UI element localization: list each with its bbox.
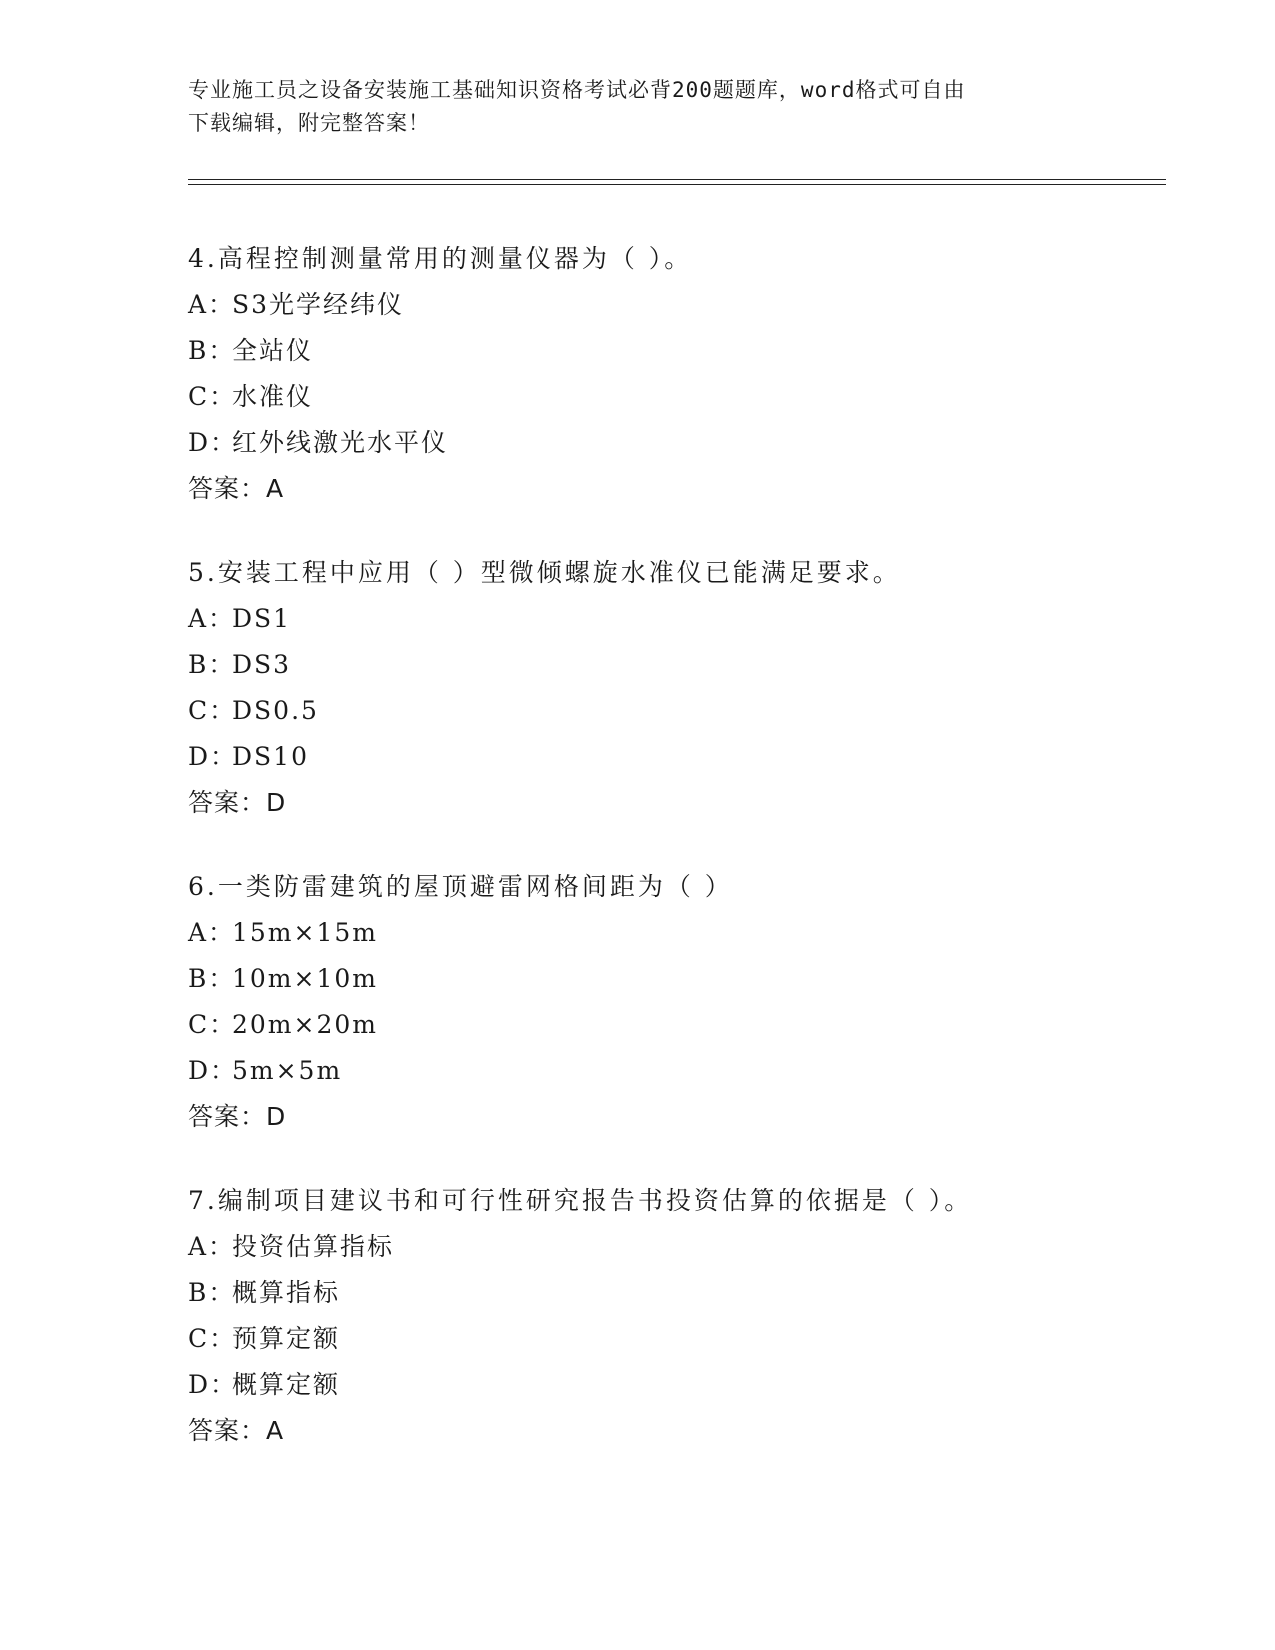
option-text: 概算指标 [232,1278,341,1307]
option-key: C： [188,1324,237,1353]
answer-line: 答案：A [188,1416,285,1445]
option-text: 5m×5m [232,1056,343,1085]
option-text: DS10 [232,742,309,771]
option-text: 10m×10m [232,964,378,993]
question-5 [188,550,1168,826]
option-b [188,1270,1168,1316]
option-a [188,1224,1168,1270]
option-text: 水准仪 [232,382,314,411]
option-d [188,1048,1168,1094]
option-key: C： [188,696,237,725]
header-divider-bottom [188,184,1166,185]
option-key: D： [188,742,238,771]
option-b [188,642,1168,688]
option-key: D： [188,428,238,457]
header-title-line-2: 下载编辑，附完整答案！ [188,111,430,135]
option-a [188,910,1168,956]
option-key: C： [188,1010,237,1039]
question-6 [188,864,1168,1140]
option-d [188,734,1168,780]
option-key: A： [188,604,236,633]
header-title-line-1: 专业施工员之设备安装施工基础知识资格考试必背200题题库，word格式可自由 [188,78,966,102]
header-divider-top [188,179,1166,180]
option-b [188,328,1168,374]
option-key: D： [188,1056,238,1085]
option-text: 20m×20m [232,1010,378,1039]
question-list [188,236,1168,1492]
option-key: B： [188,336,236,365]
option-c [188,1316,1168,1362]
option-key: B： [188,650,236,679]
option-text: 15m×15m [232,918,378,947]
option-key: B： [188,964,236,993]
option-text: S3光学经纬仪 [232,290,405,319]
option-c [188,688,1168,734]
document-header [188,74,1088,140]
question-stem: 4.高程控制测量常用的测量仪器为（ ）。 [188,244,693,273]
answer-line: 答案：A [188,474,285,503]
question-stem: 7.编制项目建议书和可行性研究报告书投资估算的依据是（ ）。 [188,1186,973,1215]
option-text: 预算定额 [232,1324,341,1353]
question-7 [188,1178,1168,1454]
option-a [188,596,1168,642]
answer-line: 答案：D [188,788,287,817]
option-key: C： [188,382,237,411]
option-key: A： [188,1232,236,1261]
option-text: DS0.5 [232,696,319,725]
question-4 [188,236,1168,512]
option-d [188,420,1168,466]
option-a [188,282,1168,328]
question-stem: 5.安装工程中应用（ ）型微倾螺旋水准仪已能满足要求。 [188,558,901,587]
option-key: A： [188,918,236,947]
option-c [188,1002,1168,1048]
option-d [188,1362,1168,1408]
option-key: B： [188,1278,236,1307]
option-key: A： [188,290,236,319]
option-text: 概算定额 [232,1370,341,1399]
option-text: 红外线激光水平仪 [232,428,449,457]
option-c [188,374,1168,420]
option-key: D： [188,1370,238,1399]
option-b [188,956,1168,1002]
option-text: DS3 [232,650,292,679]
question-stem: 6.一类防雷建筑的屋顶避雷网格间距为（ ） [188,872,733,901]
option-text: 投资估算指标 [232,1232,395,1261]
option-text: 全站仪 [232,336,314,365]
answer-line: 答案：D [188,1102,287,1131]
option-text: DS1 [232,604,292,633]
